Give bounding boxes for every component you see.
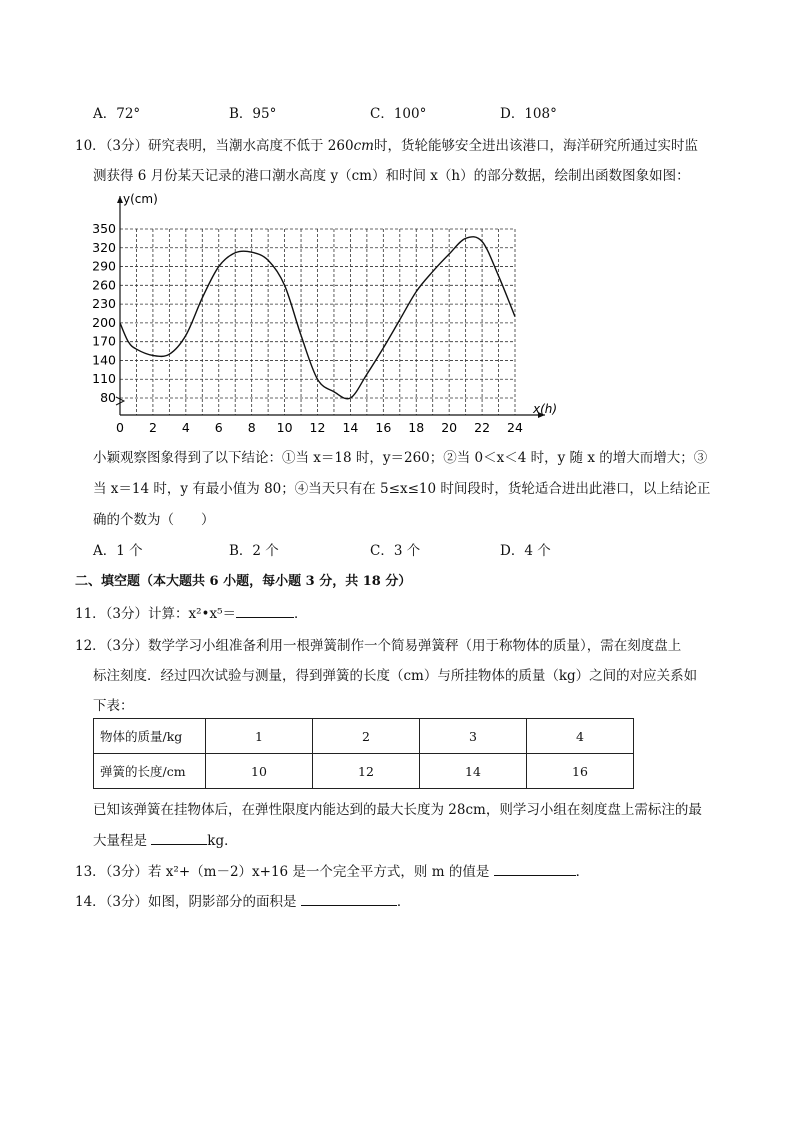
x-tick-label: 20 [441,420,458,435]
q10-line1-unit: cm [353,138,374,154]
y-tick-label: 320 [92,239,116,255]
x-tick-label: 10 [276,420,293,435]
y-axis-label: y(cm) [123,192,158,206]
q13-end: ． [575,864,590,880]
q10-option-a: A．1 个 [93,543,143,559]
q10-line2-a: 测获得 6 月份某天记录的港口潮水高度 [93,168,327,184]
table-cell: 1 [206,719,313,754]
y-tick-label: 230 [92,296,116,312]
q10-conclusion-3: 确的个数为（ ） [93,512,215,528]
x-tick-label: 22 [474,420,491,435]
y-tick-label: 290 [92,258,116,274]
table-cell: 12 [313,754,420,789]
x-tick-label: 16 [375,420,392,435]
table-cell: 4 [527,719,634,754]
y-tick-label: 170 [92,333,116,349]
table-cell: 14 [420,754,527,789]
q10-line2-c: x（h）的部分数据，绘制出函数图象如图： [430,168,690,184]
q14-text: 14．（3分）如图，阴影部分的面积是 [75,894,297,910]
y-tick-label: 140 [92,352,116,368]
q11-answer-blank[interactable] [236,603,294,618]
q10-option-d: D．4 个 [500,543,551,559]
table-cell: 16 [527,754,634,789]
x-tick-label: 4 [181,420,190,435]
q9-option-b: B．95° [229,106,277,122]
q12-table [93,718,634,789]
q12-line1: 12．（3分）数学学习小组准备利用一根弹簧制作一个简易弹簧秤（用于称物体的质量），需在刻度盘上 [75,638,682,654]
x-tick-label: 2 [148,420,157,435]
q13-answer-blank[interactable] [494,861,576,876]
y-tick-label: 260 [92,277,116,293]
y-tick-label: 200 [92,314,116,330]
q12-after-line1: 已知该弹簧在挂物体后，在弹性限度内能达到的最大长度为 28cm，则学习小组在刻度盘上需标注的最 [93,802,702,818]
q10-line2-b: y（cm）和时间 [330,168,426,184]
x-tick-label: 14 [342,420,359,435]
q12-answer-blank[interactable] [151,830,207,845]
q10-option-b: B．2 个 [229,543,279,559]
q12-unit: kg． [207,833,238,849]
q13-text: 13．（3分）若 x²+（m－2）x+16 是一个完全平方式，则 m 的值是 [75,864,490,880]
q14-answer-blank[interactable] [301,891,397,906]
q12-after-line2 [93,829,238,849]
table-cell: 3 [420,719,527,754]
y-tick-label: 350 [92,221,116,236]
q10-line2 [93,164,690,184]
tide-chart [92,188,558,443]
x-tick-label: 24 [507,420,523,435]
q14 [75,890,410,910]
table-cell: 10 [206,754,313,789]
q10-conclusion-1: 小颖观察图象得到了以下结论：①当 x＝18 时，y＝260；②当 0＜x＜4 时，y 随 x 的增大而增大；③ [93,450,708,466]
q9-option-c: C．100° [370,106,427,122]
q10-line1-tail: 时，货轮能够安全进出该港口，海洋研究所通过实时监 [373,138,698,154]
x-tick-label: 8 [247,420,256,435]
q14-end: ． [396,894,411,910]
q12-line3: 下表： [93,698,134,714]
table-row [94,754,634,789]
q13 [75,860,589,880]
q11-text: 11．（3分）计算：x²•x⁵＝ [75,606,237,622]
x-tick-label: 0 [116,420,124,435]
q12-after-text: 大量程是 [93,833,147,849]
y-tick-label: 110 [92,371,116,387]
q10-option-c: C．3 个 [370,543,421,559]
q11-end: ． [294,606,308,622]
table-row-label: 物体的质量/kg [94,719,206,754]
q9-option-a: A．72° [93,106,141,122]
q10-conclusion-2: 当 x＝14 时，y 有最小值为 80；④当天只有在 5≤x≤10 时间段时，货轮适合进出此港口，以上结论正 [93,481,711,497]
table-row [94,719,634,754]
q12-line2: 标注刻度．经过四次试验与测量，得到弹簧的长度（cm）与所挂物体的质量（kg）之间的对应关系如 [93,668,698,684]
table-row-label: 弹簧的长度/cm [94,754,206,789]
q9-option-d: D．108° [500,106,557,122]
q10-line1-a: 10．（3分）研究表明，当潮水高度不低于 260 [75,138,354,154]
table-cell: 2 [313,719,420,754]
q10-line1 [75,134,698,154]
x-axis-label: x(h) [533,402,558,416]
x-tick-label: 12 [309,420,326,435]
x-tick-label: 6 [214,420,223,435]
chart-grid [120,229,515,415]
y-tick-labels [92,221,116,405]
section-2-heading: 二、填空题（本大题共 6 小题，每小题 3 分，共 18 分） [75,574,412,589]
y-tick-label: 80 [100,390,116,405]
x-tick-label: 18 [408,420,425,435]
x-tick-labels [116,420,523,435]
q11 [75,602,308,622]
